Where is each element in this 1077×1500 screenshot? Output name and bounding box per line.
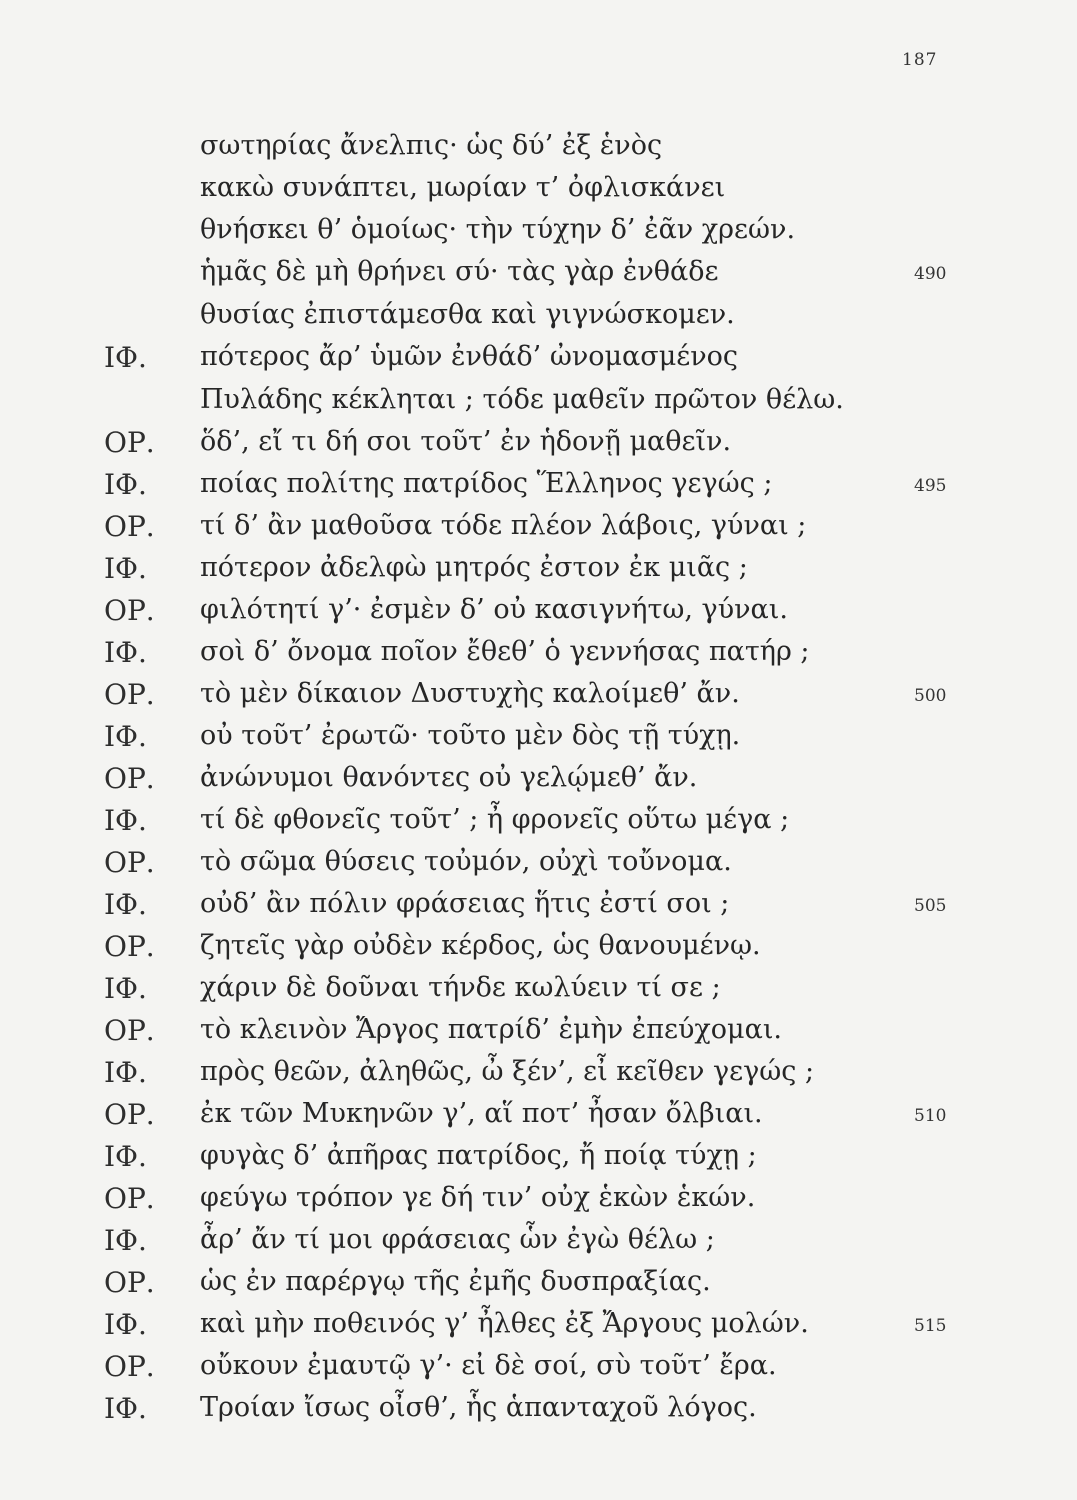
verse-line	[0, 548, 1077, 590]
verse-line	[0, 295, 1077, 337]
verse-text: τί δ’ ἂν μαθοῦσα τόδε πλέον λάβοις, γύναι ;	[200, 510, 807, 541]
verse-text: Τροίαν ἴσως οἶσθ’, ἧς ἁπανταχοῦ λόγος.	[200, 1392, 757, 1423]
verse-text: καὶ μὴν ποθεινός γ’ ἦλθες ἐξ Ἄργους μολών.	[200, 1308, 809, 1339]
verse-line	[0, 1304, 1077, 1346]
speaker-label: ΟΡ.	[104, 1014, 155, 1047]
line-number: 510	[914, 1106, 947, 1126]
verse-text: κακὼ συνάπτει, μωρίαν τ’ ὀφλισκάνει	[200, 172, 726, 203]
speaker-label: ΟΡ.	[104, 1182, 155, 1215]
speaker-label: ΟΡ.	[104, 1098, 155, 1131]
line-number: 515	[914, 1316, 947, 1336]
speaker-label: ΟΡ.	[104, 1266, 155, 1299]
speaker-label: ΟΡ.	[104, 930, 155, 963]
line-number: 505	[914, 896, 947, 916]
verse-text: πότερον ἀδελφὼ μητρός ἐστον ἐκ μιᾶς ;	[200, 552, 748, 583]
verse-line	[0, 674, 1077, 716]
verse-line	[0, 1388, 1077, 1430]
verse-text: πότερος ἄρ’ ὑμῶν ἐνθάδ’ ὠνομασμένος	[200, 341, 739, 372]
speaker-label: ΟΡ.	[104, 510, 155, 543]
verse-line	[0, 632, 1077, 674]
verse-text: Πυλάδης κέκληται ; τόδε μαθεῖν πρῶτον θέλω.	[200, 384, 844, 415]
verse-line	[0, 758, 1077, 800]
verse-line	[0, 716, 1077, 758]
verse-line	[0, 168, 1077, 210]
verse-text: θυσίας ἐπιστάμεσθα καὶ γιγνώσκομεν.	[200, 299, 735, 330]
verse-text: τί δὲ φθονεῖς τοῦτ’ ; ἦ φρονεῖς οὕτω μέγα ;	[200, 804, 790, 835]
verse-text: πρὸς θεῶν, ἀληθῶς, ὦ ξέν’, εἶ κεῖθεν γεγώς ;	[200, 1056, 815, 1087]
verse-line	[0, 337, 1077, 379]
speaker-label: ΙΦ.	[104, 804, 147, 837]
verse-line	[0, 1346, 1077, 1388]
speaker-label: ΙΦ.	[104, 341, 147, 374]
verse-line	[0, 506, 1077, 548]
verse-text: ἡμᾶς δὲ μὴ θρήνει σύ· τὰς γὰρ ἐνθάδε	[200, 256, 719, 287]
speaker-label: ΟΡ.	[104, 1350, 155, 1383]
verse-text: σωτηρίας ἄνελπις· ὡς δύ’ ἐξ ἑνὸς	[200, 130, 663, 161]
speaker-label: ΙΦ.	[104, 636, 147, 669]
verse-line	[0, 884, 1077, 926]
line-number: 500	[914, 686, 947, 706]
verse-line	[0, 1052, 1077, 1094]
speaker-label: ΟΡ.	[104, 426, 155, 459]
verse-text: φιλότητί γ’· ἐσμὲν δ’ οὐ κασιγνήτω, γύναι.	[200, 594, 788, 625]
verse-line	[0, 1220, 1077, 1262]
speaker-label: ΟΡ.	[104, 846, 155, 879]
verse-line	[0, 1178, 1077, 1220]
verse-text: οὔκουν ἐμαυτῷ γ’· εἰ δὲ σοί, σὺ τοῦτ’ ἔρα.	[200, 1350, 777, 1381]
verse-text: τὸ μὲν δίκαιον Δυστυχὴς καλοίμεθ’ ἄν.	[200, 678, 740, 709]
verse-line	[0, 252, 1077, 294]
verse-text: ἀνώνυμοι θανόντες οὐ γελῴμεθ’ ἄν.	[200, 762, 698, 793]
speaker-label: ΟΡ.	[104, 762, 155, 795]
verse-line	[0, 800, 1077, 842]
speaker-label: ΟΡ.	[104, 594, 155, 627]
speaker-label: ΙΦ.	[104, 1140, 147, 1173]
verse-line	[0, 1136, 1077, 1178]
verse-line	[0, 422, 1077, 464]
verse-text: ζητεῖς γὰρ οὐδὲν κέρδος, ὡς θανουμένῳ.	[200, 930, 761, 961]
line-number: 490	[914, 264, 947, 284]
speaker-label: ΙΦ.	[104, 1224, 147, 1257]
verse-line	[0, 464, 1077, 506]
verse-text: θνήσκει θ’ ὁμοίως· τὴν τύχην δ’ ἐᾶν χρεών.	[200, 214, 796, 245]
verse-text: τὸ σῶμα θύσεις τοὐμόν, οὐχὶ τοὔνομα.	[200, 846, 732, 877]
verse-text: ὡς ἐν παρέργῳ τῆς ἐμῆς δυσπραξίας.	[200, 1266, 711, 1297]
verse-text: ποίας πολίτης πατρίδος Ἕλληνος γεγώς ;	[200, 468, 773, 499]
speaker-label: ΙΦ.	[104, 972, 147, 1005]
verse-text: ἐκ τῶν Μυκηνῶν γ’, αἵ ποτ’ ἦσαν ὄλβιαι.	[200, 1098, 763, 1129]
verse-line	[0, 842, 1077, 884]
verse-line	[0, 210, 1077, 252]
speaker-label: ΙΦ.	[104, 468, 147, 501]
verse-line	[0, 380, 1077, 422]
speaker-label: ΙΦ.	[104, 1308, 147, 1341]
verse-text: οὐδ’ ἂν πόλιν φράσειας ἥτις ἐστί σοι ;	[200, 888, 730, 919]
verse-line	[0, 1094, 1077, 1136]
verse-text: φεύγω τρόπον γε δή τιν’ οὐχ ἑκὼν ἑκών.	[200, 1182, 756, 1213]
speaker-label: ΙΦ.	[104, 1056, 147, 1089]
page-number: 187	[902, 50, 938, 70]
verse-text: χάριν δὲ δοῦναι τήνδε κωλύειν τί σε ;	[200, 972, 721, 1003]
verse-line	[0, 968, 1077, 1010]
verse-text: τὸ κλεινὸν Ἄργος πατρίδ’ ἐμὴν ἐπεύχομαι.	[200, 1014, 782, 1045]
verse-line	[0, 126, 1077, 168]
verse-line	[0, 590, 1077, 632]
verse-text: ὅδ’, εἴ τι δή σοι τοῦτ’ ἐν ἡδονῇ μαθεῖν.	[200, 426, 732, 457]
verse-text: ἆρ’ ἄν τί μοι φράσειας ὧν ἐγὼ θέλω ;	[200, 1224, 715, 1255]
speaker-label: ΙΦ.	[104, 552, 147, 585]
verse-line	[0, 926, 1077, 968]
line-number: 495	[914, 476, 947, 496]
verse-line	[0, 1262, 1077, 1304]
verse-line	[0, 1010, 1077, 1052]
speaker-label: ΙΦ.	[104, 720, 147, 753]
verse-text: οὐ τοῦτ’ ἐρωτῶ· τοῦτο μὲν δὸς τῇ τύχῃ.	[200, 720, 741, 751]
speaker-label: ΙΦ.	[104, 888, 147, 921]
speaker-label: ΙΦ.	[104, 1392, 147, 1425]
verse-text: φυγὰς δ’ ἀπῆρας πατρίδος, ἤ ποίᾳ τύχῃ ;	[200, 1140, 757, 1171]
verse-text: σοὶ δ’ ὄνομα ποῖον ἔθεθ’ ὁ γεννήσας πατήρ ;	[200, 636, 810, 667]
speaker-label: ΟΡ.	[104, 678, 155, 711]
